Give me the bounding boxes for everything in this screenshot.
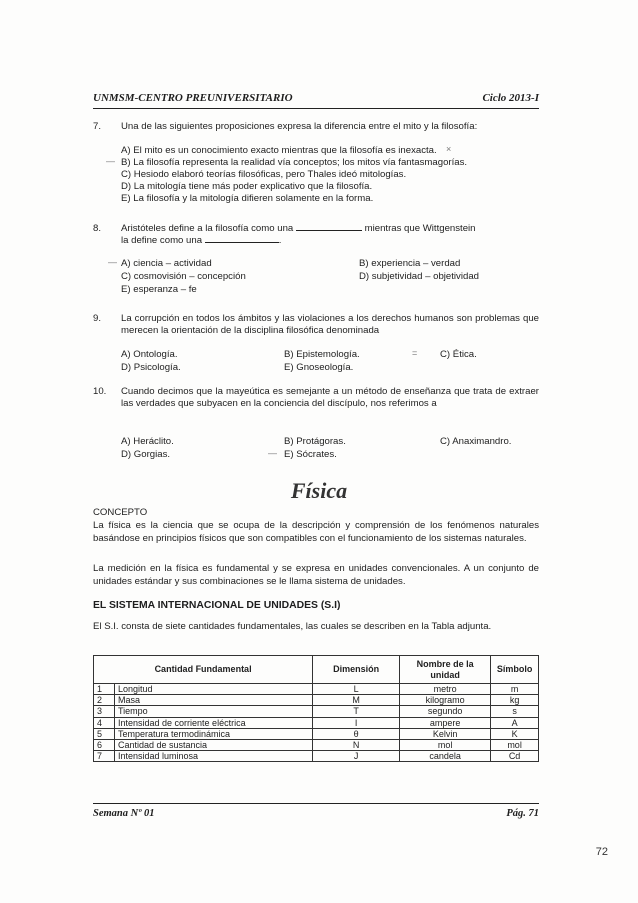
q9-option-d: D) Psicología. <box>121 362 181 373</box>
footer-page: Pág. 71 <box>506 808 539 819</box>
header-institution: UNMSM-CENTRO PREUNIVERSITARIO <box>93 92 293 104</box>
table-row: 2 Masa M kilogramo kg <box>94 695 539 706</box>
page-header <box>93 92 539 109</box>
question-text: La corrupción en todos los ámbitos y las violaciones a los derechos humanos son problemas que merecen la orientación de la disciplina filosófica denominada <box>121 313 539 337</box>
q10-option-a: A) Heráclito. <box>121 436 174 447</box>
question-number: 7. <box>93 121 102 132</box>
q8-option-d: D) subjetividad – objetividad <box>359 271 479 282</box>
q10-option-b: B) Protágoras. <box>284 436 346 447</box>
section-title: Física <box>290 478 348 503</box>
handwritten-mark-icon: = <box>412 348 418 358</box>
q7-option-b: B) La filosofía representa la realidad vía conceptos; los mitos vía fantasmagorías. <box>121 157 468 168</box>
table-row: 1 Longitud L metro m <box>94 684 539 695</box>
question-text-a: Aristóteles define a la filosofía como una <box>121 223 294 234</box>
q8-option-c: C) cosmovisión – concepción <box>121 271 246 282</box>
col-dimension: Dimensión <box>313 656 400 684</box>
q8-option-a: A) ciencia – actividad <box>121 258 212 269</box>
concepto-paragraph-2: La medición en la física es fundamental y se expresa en unidades convencionales. A un conjunto de unidades estándar y sus combinaciones se le llama sistema de unidades. <box>93 563 539 587</box>
col-simbolo: Símbolo <box>491 656 539 684</box>
table-header-row <box>94 656 539 684</box>
concepto-paragraph-1: La física es la ciencia que se ocupa de la descripción y comprensión de los fenómenos naturales basándose en principios físicos que son compatibles con el funcionamiento de los sistemas naturales. <box>93 520 539 544</box>
q7-option-a: A) El mito es un conocimiento exacto mientras que la filosofía es inexacta. <box>121 145 437 156</box>
q7-option-d: D) La mitología tiene más poder explicativo que la filosofía. <box>121 181 373 192</box>
question-text-b: mientras que Wittgenstein <box>364 223 476 234</box>
blank-1 <box>296 230 362 231</box>
table-row: 5 Temperatura termodinámica θ Kelvin K <box>94 728 539 739</box>
q9-option-c: C) Ética. <box>440 349 477 360</box>
handwritten-mark-icon: — <box>108 257 117 267</box>
slide-page-number: 72 <box>595 846 608 858</box>
si-intro: El S.I. consta de siete cantidades fundamentales, las cuales se describen en la Tabla adjunta. <box>93 621 492 632</box>
q7-option-e: E) La filosofía y la mitología difieren solamente en la forma. <box>121 193 374 204</box>
document-page: UNMSM-CENTRO PREUNIVERSITARIO Ciclo 2013-I 7. Una de las siguientes proposiciones expresa la diferencia entre el mito y la filosofía: A) El mito es un conocimiento exacto mientras que la filosofía es inexacta. B) La filosofía representa la realidad vía conceptos; los mitos vía fantasmagorías. C) Hesiodo elaboró teorías filosóficas, pero Thales ideó mitologías. D) La mitología tiene más poder explicativo que la filosofía. E) La filosofía y la mitología difieren solamente en la forma. — × 8. Aristóteles define a la filosofía como una mientras que Wittgenstein la define como una . A) ciencia – actividad B) experiencia – verdad C) cosmovisión – concepción D) subjetividad – objetividad E) esperanza – fe — 9. La corrupción en todos los ámbitos y las violaciones a los derechos humanos son problemas que merecen la orientación de la disciplina filosófica denominada A) Ontología. B) Epistemología. C) Ética. D) Psicología. E) Gnoseología. = 10. Cuando decimos que la mayeútica es semejante a un método de enseñanza que trata de extraer las verdades que subyacen en la conciencia del discípulo, nos referimos a A) Heráclito. B) Protágoras. C) Anaximandro. D) Gorgias. E) Sócrates. — Física CONCEPTO La física es la ciencia que se ocupa de la descripción y comprensión de los fenómenos naturales basándose en principios físicos que son compatibles con el funcionamiento de los sistemas naturales. La medición en la física es fundamental y se expresa en unidades convencionales. A un conjunto de unidades estándar y sus combinaciones se le llama sistema de unidades. EL SISTEMA INTERNACIONAL DE UNIDADES (S.I) El S.I. consta de siete cantidades fundamentales, las cuales se describen en la Tabla adjunta. Cantidad Fundamental Dimensión Nombre de la unidad Símbolo 1 Longitud L metro m 2 Masa M kilogramo kg 3 Tiempo T segundo s 4 Intensidad de corriente eléctrica I ampere A 5 Temperatura termodinámica θ Kelvin K 6 Cantidad de sustancia N mol mol 7 Intensidad luminosa J candela Cd Semana Nº 01 Pág. 71 72 <box>0 0 638 903</box>
si-heading: EL SISTEMA INTERNACIONAL DE UNIDADES (S.I) <box>93 600 341 611</box>
page-footer <box>93 803 539 820</box>
col-unidad: Nombre de la unidad <box>400 656 491 684</box>
handwritten-check-icon: × <box>446 144 452 154</box>
q8-option-e: E) esperanza – fe <box>121 284 197 295</box>
concepto-heading: CONCEPTO <box>93 507 148 518</box>
table-row: 7 Intensidad luminosa J candela Cd <box>94 751 539 762</box>
question-number: 10. <box>93 386 107 397</box>
question-number: 9. <box>93 313 102 324</box>
q7-option-c: C) Hesiodo elaboró teorías filosóficas, pero Thales ideó mitologías. <box>121 169 407 180</box>
question-text: Cuando decimos que la mayeútica es semejante a un método de enseñanza que trata de extraer las verdades que subyacen en la conciencia del discípulo, nos referimos a <box>121 386 539 410</box>
q9-option-a: A) Ontología. <box>121 349 178 360</box>
blank-2 <box>205 242 279 243</box>
q8-option-b: B) experiencia – verdad <box>359 258 461 269</box>
q10-option-d: D) Gorgias. <box>121 449 171 460</box>
table-row: 6 Cantidad de sustancia N mol mol <box>94 740 539 751</box>
q10-option-c: C) Anaximandro. <box>440 436 512 447</box>
question-text: Una de las siguientes proposiciones expresa la diferencia entre el mito y la filosofía: <box>121 121 478 132</box>
footer-week: Semana Nº 01 <box>93 808 155 819</box>
handwritten-mark-icon: — <box>106 156 115 166</box>
table-row: 3 Tiempo T segundo s <box>94 706 539 717</box>
handwritten-mark-icon: — <box>268 448 277 458</box>
col-cantidad: Cantidad Fundamental <box>94 656 313 684</box>
q9-option-e: E) Gnoseología. <box>284 362 354 373</box>
header-cycle: Ciclo 2013-I <box>482 92 539 104</box>
question-text-c: la define como una <box>121 235 203 247</box>
table-row: 4 Intensidad de corriente eléctrica I ampere A <box>94 717 539 728</box>
si-units-table <box>93 655 539 762</box>
question-number: 8. <box>93 223 102 234</box>
q10-option-e: E) Sócrates. <box>284 449 337 460</box>
q9-option-b: B) Epistemología. <box>284 349 360 360</box>
